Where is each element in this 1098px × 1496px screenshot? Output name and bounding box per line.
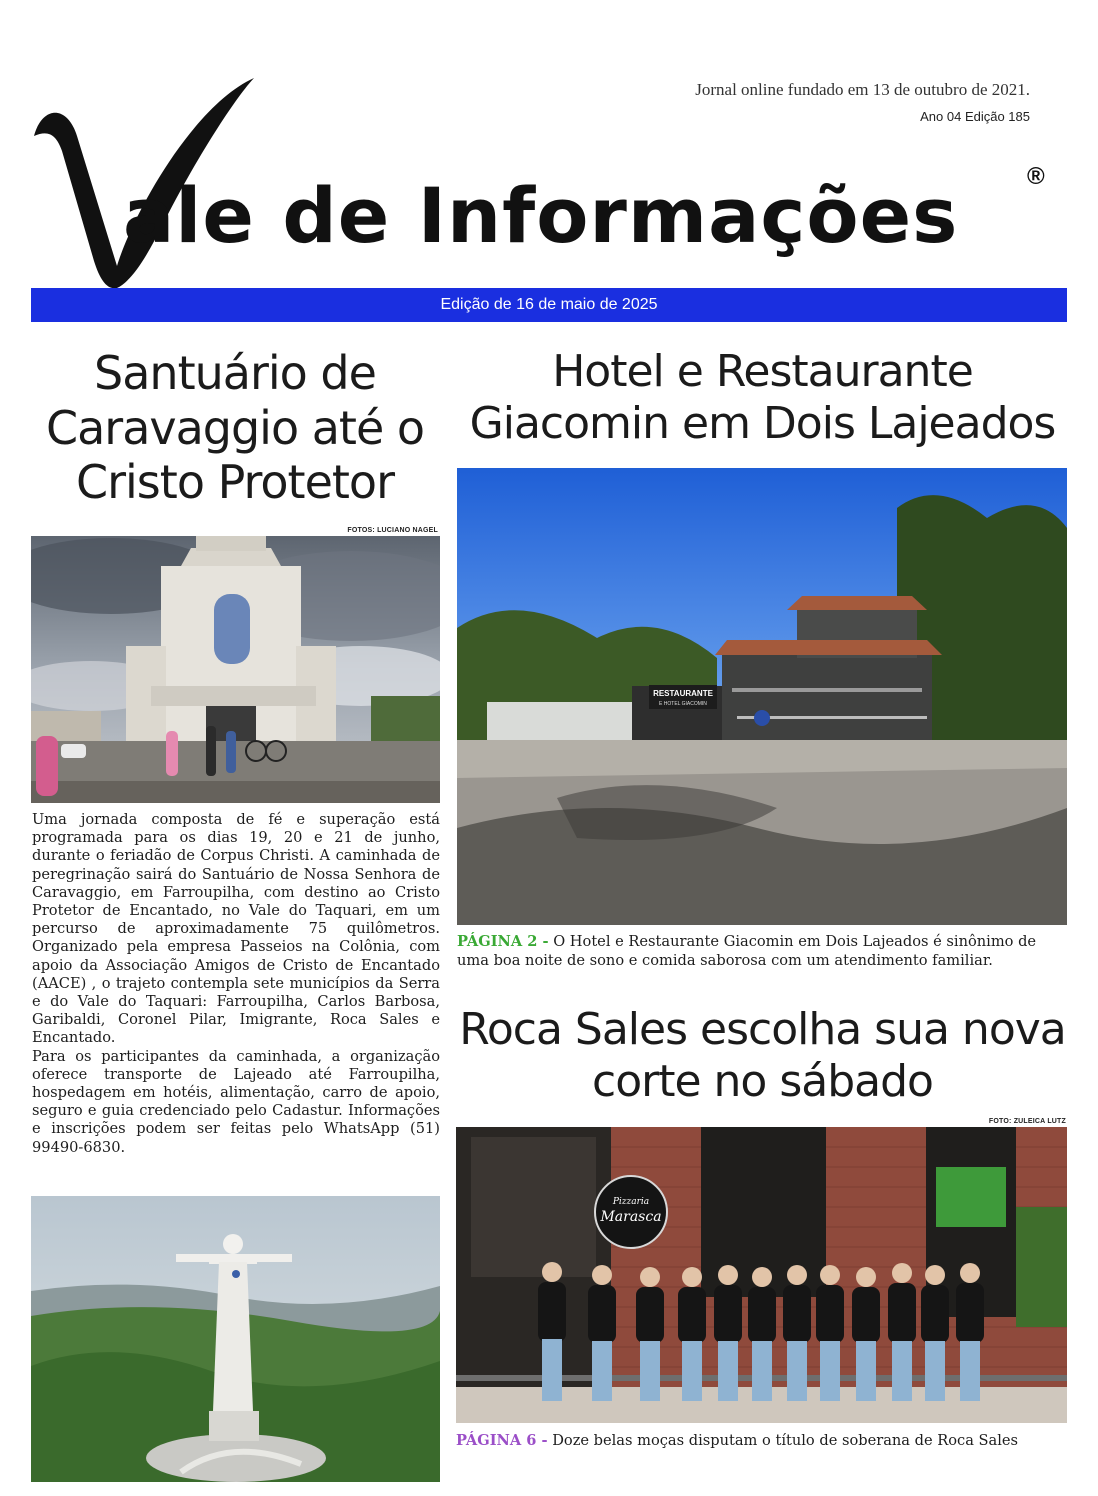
story-paragraph-1: Uma jornada composta de fé e superação está programada para os dias 19, 20 e 21 de junho, durante o feriadão de Corpus Christi. A caminhada de peregrinação sairá do Santuário de Nossa Senhora de Caravaggio, em Farroupilha, com destino ao Cristo Protetor de Encantado, no Vale do Taquari, em um percurso de aproximadamente 75 quilômetros. Organizado pela empresa Passeios na Colônia, com apoio da Associação Amigos de Cristo de Encantado (AACE) , o trajeto contempla sete municípios da Serra e do Vale do Taquari: Farroupilha, Carlos Barbosa, Garibaldi, Coronel Pilar, Imigrante, Roca Sales e Encantado. <box>32 811 440 1047</box>
pizzaria-sign-line2: Marasca <box>600 1209 662 1225</box>
photo-credit-3: FOTO: ZULEICA LUTZ <box>988 1118 1066 1125</box>
caption-text-2: O Hotel e Restaurante Giacomin em Dois Lajeados é sinônimo de uma boa noite de sono e comida saborosa com um atendimento familiar. <box>457 933 1037 969</box>
photo-cristo-protetor <box>31 1196 440 1482</box>
caption-page-tag-6: PÁGINA 6 - <box>456 1432 548 1449</box>
photo-hotel-giacomin <box>457 468 1067 925</box>
headline-roca-sales: Roca Sales escolha sua nova corte no sábado <box>459 1004 1066 1108</box>
photo-sanctuary <box>31 536 440 803</box>
caption-hotel <box>457 932 1069 970</box>
headline-hotel-giacomin: Hotel e Restaurante Giacomin em Dois Lajeados <box>469 346 1056 450</box>
founded-note: Jornal online fundado em 13 de outubro de 2021. <box>695 80 1030 99</box>
headline-caravaggio: Santuário de Caravaggio até o Cristo Protetor <box>45 346 425 510</box>
hotel-sign-text: RESTAURANTE <box>653 689 713 698</box>
story-paragraph-2: Para os participantes da caminhada, a organização oferece transporte de Lajeado até Farroupilha, hospedagem em hotéis, alimentação, carro de apoio, seguro e guia credenciado pelo Cadastur. Informações e inscrições podem ser feitas pelo WhatsApp (51) 99490-6830. <box>32 1047 440 1156</box>
edition-number: Ano 04 Edição 185 <box>920 109 1030 124</box>
caption-text-6: Doze belas moças disputam o título de soberana de Roca Sales <box>547 1432 1019 1449</box>
photo-roca-sales-court <box>456 1127 1067 1423</box>
registered-mark: ® <box>1027 163 1045 190</box>
pizzaria-sign-line1: Pizzaria <box>612 1197 650 1207</box>
hotel-sign-subtext: E HOTEL GIACOMIN <box>659 701 707 707</box>
story-body-caravaggio <box>32 811 440 1157</box>
caption-page-tag-2: PÁGINA 2 - <box>457 933 549 950</box>
masthead-title: ale de Informações <box>123 171 959 260</box>
edition-date-band: Edição de 16 de maio de 2025 <box>31 288 1067 322</box>
photo-credit-1: FOTOS: LUCIANO NAGEL <box>347 527 438 534</box>
caption-roca-sales <box>456 1431 1068 1450</box>
